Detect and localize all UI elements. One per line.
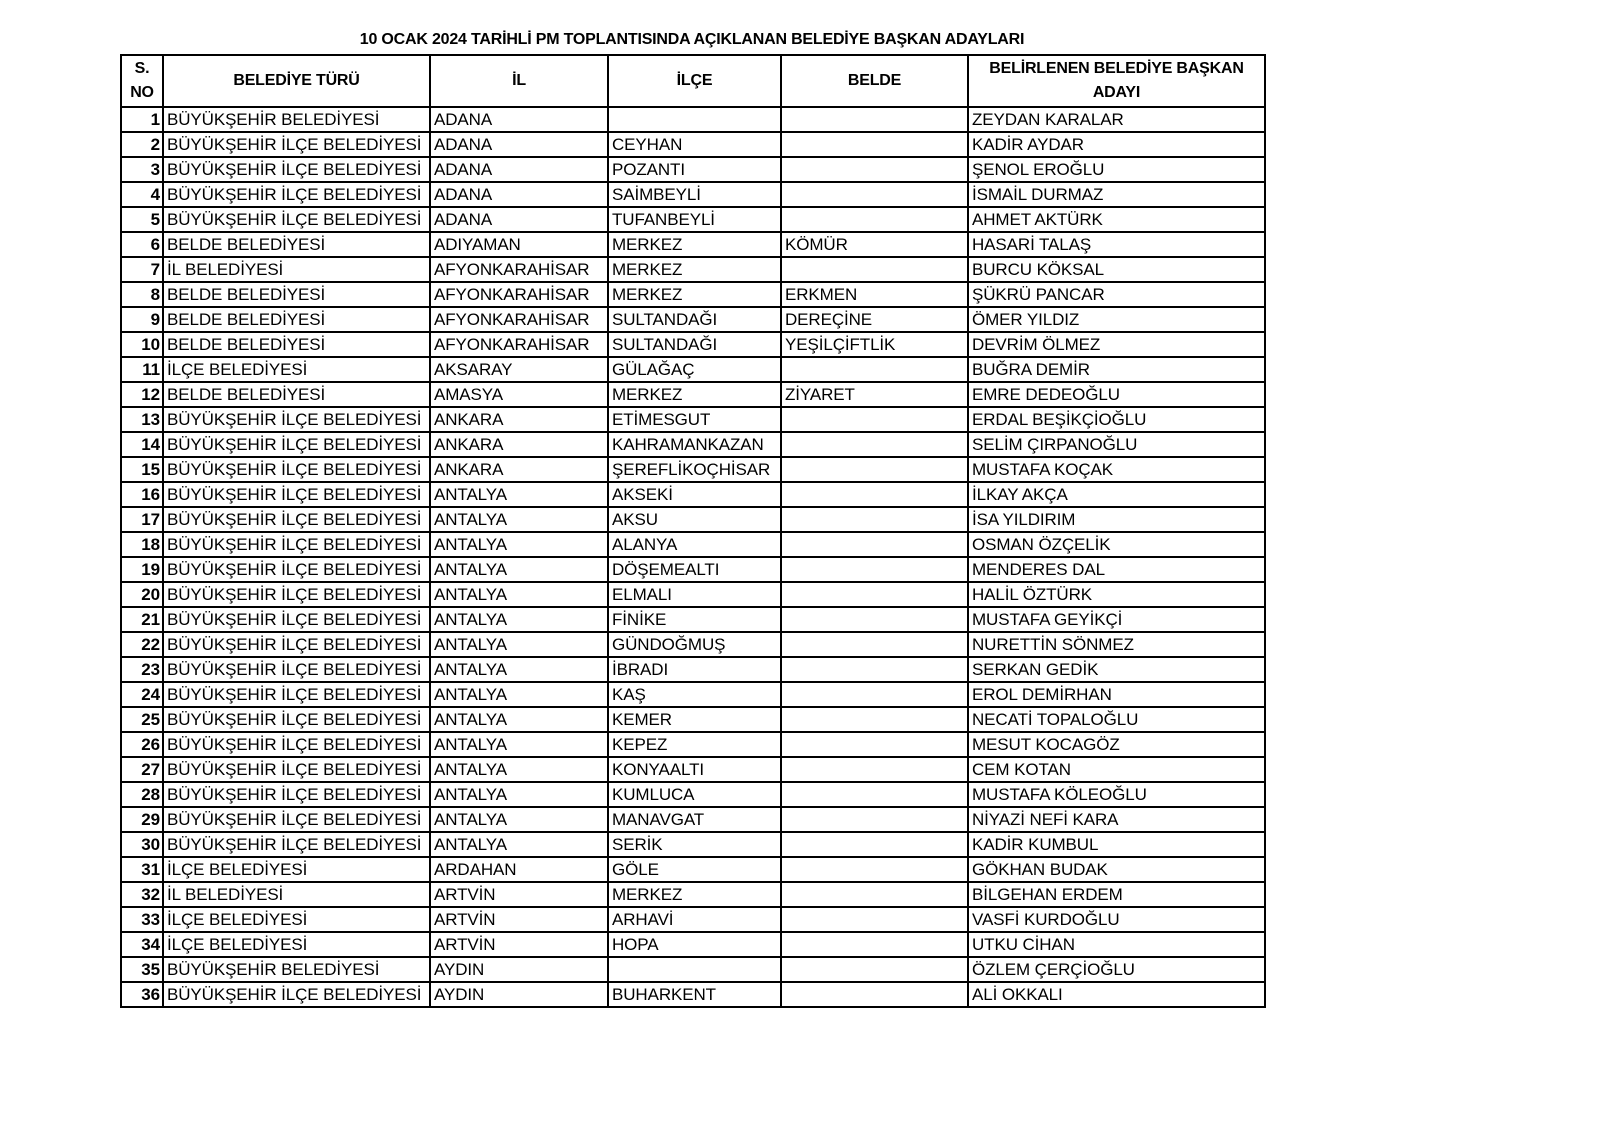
- cell-belde: YEŞİLÇİFTLİK: [781, 332, 968, 357]
- table-row: [121, 857, 1265, 882]
- cell-belde: [781, 682, 968, 707]
- cell-belde: [781, 532, 968, 557]
- cell-belde: [781, 107, 968, 132]
- cell-belediye-turu: BÜYÜKŞEHİR İLÇE BELEDİYESİ: [163, 432, 430, 457]
- cell-aday: HALİL ÖZTÜRK: [968, 582, 1265, 607]
- cell-ilce: KAHRAMANKAZAN: [608, 432, 781, 457]
- table-row: [121, 632, 1265, 657]
- cell-ilce: [608, 107, 781, 132]
- cell-belediye-turu: BÜYÜKŞEHİR BELEDİYESİ: [163, 107, 430, 132]
- cell-sno: 2: [121, 132, 163, 157]
- cell-sno: 21: [121, 607, 163, 632]
- cell-ilce: KEMER: [608, 707, 781, 732]
- cell-sno: 18: [121, 532, 163, 557]
- cell-il: ADANA: [430, 157, 608, 182]
- header-ilce: İLÇE: [608, 55, 781, 107]
- cell-il: ANTALYA: [430, 557, 608, 582]
- cell-aday: İSA YILDIRIM: [968, 507, 1265, 532]
- cell-aday: MUSTAFA KOÇAK: [968, 457, 1265, 482]
- cell-belde: [781, 832, 968, 857]
- table-row: [121, 707, 1265, 732]
- cell-belde: ERKMEN: [781, 282, 968, 307]
- cell-belde: [781, 582, 968, 607]
- cell-ilce: CEYHAN: [608, 132, 781, 157]
- cell-belde: [781, 432, 968, 457]
- cell-aday: ALİ OKKALI: [968, 982, 1265, 1007]
- cell-aday: MUSTAFA KÖLEOĞLU: [968, 782, 1265, 807]
- header-belediye-turu: BELEDİYE TÜRÜ: [163, 55, 430, 107]
- cell-il: AMASYA: [430, 382, 608, 407]
- cell-aday: OSMAN ÖZÇELİK: [968, 532, 1265, 557]
- cell-il: ANTALYA: [430, 682, 608, 707]
- cell-aday: ERDAL BEŞİKÇİOĞLU: [968, 407, 1265, 432]
- cell-il: ANTALYA: [430, 607, 608, 632]
- table-row: [121, 832, 1265, 857]
- cell-ilce: KUMLUCA: [608, 782, 781, 807]
- cell-ilce: [608, 957, 781, 982]
- cell-ilce: MERKEZ: [608, 882, 781, 907]
- table-row: [121, 257, 1265, 282]
- cell-belde: [781, 132, 968, 157]
- cell-belde: [781, 482, 968, 507]
- cell-sno: 3: [121, 157, 163, 182]
- table-row: [121, 282, 1265, 307]
- cell-sno: 33: [121, 907, 163, 932]
- header-belde: BELDE: [781, 55, 968, 107]
- cell-sno: 25: [121, 707, 163, 732]
- cell-aday: BİLGEHAN ERDEM: [968, 882, 1265, 907]
- cell-ilce: GÜLAĞAÇ: [608, 357, 781, 382]
- table-row: [121, 757, 1265, 782]
- cell-aday: CEM KOTAN: [968, 757, 1265, 782]
- table-row: [121, 932, 1265, 957]
- cell-ilce: KEPEZ: [608, 732, 781, 757]
- cell-ilce: SULTANDAĞI: [608, 307, 781, 332]
- cell-il: AYDIN: [430, 957, 608, 982]
- cell-sno: 30: [121, 832, 163, 857]
- cell-sno: 27: [121, 757, 163, 782]
- cell-belde: DEREÇİNE: [781, 307, 968, 332]
- cell-belediye-turu: BÜYÜKŞEHİR İLÇE BELEDİYESİ: [163, 682, 430, 707]
- cell-sno: 15: [121, 457, 163, 482]
- cell-sno: 26: [121, 732, 163, 757]
- table-row: [121, 882, 1265, 907]
- table-row: [121, 982, 1265, 1007]
- cell-aday: KADİR KUMBUL: [968, 832, 1265, 857]
- cell-belediye-turu: BÜYÜKŞEHİR İLÇE BELEDİYESİ: [163, 757, 430, 782]
- cell-belediye-turu: BÜYÜKŞEHİR İLÇE BELEDİYESİ: [163, 532, 430, 557]
- cell-belediye-turu: BÜYÜKŞEHİR İLÇE BELEDİYESİ: [163, 782, 430, 807]
- header-sno: S. NO: [121, 55, 163, 107]
- cell-il: ARTVİN: [430, 907, 608, 932]
- table-row: [121, 182, 1265, 207]
- cell-belediye-turu: BÜYÜKŞEHİR İLÇE BELEDİYESİ: [163, 807, 430, 832]
- cell-belediye-turu: BÜYÜKŞEHİR İLÇE BELEDİYESİ: [163, 407, 430, 432]
- cell-il: ANTALYA: [430, 507, 608, 532]
- cell-ilce: ARHAVİ: [608, 907, 781, 932]
- table-row: [121, 532, 1265, 557]
- cell-sno: 5: [121, 207, 163, 232]
- cell-ilce: MERKEZ: [608, 282, 781, 307]
- cell-ilce: KONYAALTI: [608, 757, 781, 782]
- cell-sno: 4: [121, 182, 163, 207]
- cell-ilce: POZANTI: [608, 157, 781, 182]
- table-row: [121, 382, 1265, 407]
- cell-belde: [781, 457, 968, 482]
- cell-belediye-turu: BÜYÜKŞEHİR İLÇE BELEDİYESİ: [163, 557, 430, 582]
- cell-ilce: FİNİKE: [608, 607, 781, 632]
- cell-aday: BURCU KÖKSAL: [968, 257, 1265, 282]
- cell-ilce: GÖLE: [608, 857, 781, 882]
- cell-belde: [781, 182, 968, 207]
- cell-aday: İLKAY AKÇA: [968, 482, 1265, 507]
- table-row: [121, 307, 1265, 332]
- cell-il: ARTVİN: [430, 932, 608, 957]
- cell-sno: 32: [121, 882, 163, 907]
- cell-ilce: SERİK: [608, 832, 781, 857]
- cell-il: ANTALYA: [430, 532, 608, 557]
- cell-belediye-turu: BÜYÜKŞEHİR BELEDİYESİ: [163, 957, 430, 982]
- cell-belde: [781, 807, 968, 832]
- cell-il: ANKARA: [430, 457, 608, 482]
- table-row: [121, 407, 1265, 432]
- cell-belediye-turu: BÜYÜKŞEHİR İLÇE BELEDİYESİ: [163, 657, 430, 682]
- candidates-table: [120, 54, 1266, 1008]
- cell-ilce: MANAVGAT: [608, 807, 781, 832]
- cell-belediye-turu: BELDE BELEDİYESİ: [163, 232, 430, 257]
- cell-belediye-turu: BÜYÜKŞEHİR İLÇE BELEDİYESİ: [163, 182, 430, 207]
- cell-sno: 8: [121, 282, 163, 307]
- cell-sno: 19: [121, 557, 163, 582]
- cell-sno: 9: [121, 307, 163, 332]
- cell-belediye-turu: BÜYÜKŞEHİR İLÇE BELEDİYESİ: [163, 832, 430, 857]
- cell-sno: 10: [121, 332, 163, 357]
- cell-aday: SELİM ÇIRPANOĞLU: [968, 432, 1265, 457]
- document-title: 10 OCAK 2024 TARİHLİ PM TOPLANTISINDA AÇIKLANAN BELEDİYE BAŞKAN ADAYLARI: [359, 31, 1025, 48]
- cell-belediye-turu: BÜYÜKŞEHİR İLÇE BELEDİYESİ: [163, 607, 430, 632]
- cell-sno: 14: [121, 432, 163, 457]
- cell-sno: 6: [121, 232, 163, 257]
- cell-belde: [781, 157, 968, 182]
- cell-sno: 1: [121, 107, 163, 132]
- table-row: [121, 732, 1265, 757]
- cell-il: ANTALYA: [430, 482, 608, 507]
- cell-ilce: GÜNDOĞMUŞ: [608, 632, 781, 657]
- table-row: [121, 807, 1265, 832]
- cell-belde: [781, 707, 968, 732]
- cell-belde: [781, 857, 968, 882]
- cell-belde: [781, 732, 968, 757]
- cell-sno: 12: [121, 382, 163, 407]
- cell-il: ANTALYA: [430, 732, 608, 757]
- cell-belediye-turu: BÜYÜKŞEHİR İLÇE BELEDİYESİ: [163, 507, 430, 532]
- cell-sno: 20: [121, 582, 163, 607]
- table-row: [121, 107, 1265, 132]
- cell-sno: 24: [121, 682, 163, 707]
- table-row: [121, 207, 1265, 232]
- cell-aday: MENDERES DAL: [968, 557, 1265, 582]
- cell-il: AFYONKARAHİSAR: [430, 332, 608, 357]
- cell-il: ADIYAMAN: [430, 232, 608, 257]
- cell-aday: NİYAZİ NEFİ KARA: [968, 807, 1265, 832]
- cell-belde: [781, 907, 968, 932]
- table-row: [121, 457, 1265, 482]
- table-row: [121, 782, 1265, 807]
- cell-belde: [781, 207, 968, 232]
- table-row: [121, 957, 1265, 982]
- table-row: [121, 332, 1265, 357]
- cell-belde: [781, 957, 968, 982]
- cell-aday: KADİR AYDAR: [968, 132, 1265, 157]
- cell-belediye-turu: BÜYÜKŞEHİR İLÇE BELEDİYESİ: [163, 707, 430, 732]
- cell-ilce: MERKEZ: [608, 382, 781, 407]
- cell-ilce: TUFANBEYLİ: [608, 207, 781, 232]
- cell-belediye-turu: İLÇE BELEDİYESİ: [163, 932, 430, 957]
- cell-il: ANTALYA: [430, 807, 608, 832]
- cell-aday: DEVRİM ÖLMEZ: [968, 332, 1265, 357]
- cell-aday: EROL DEMİRHAN: [968, 682, 1265, 707]
- cell-il: ADANA: [430, 182, 608, 207]
- cell-belde: [781, 357, 968, 382]
- cell-aday: GÖKHAN BUDAK: [968, 857, 1265, 882]
- cell-sno: 13: [121, 407, 163, 432]
- cell-belde: [781, 257, 968, 282]
- cell-sno: 28: [121, 782, 163, 807]
- cell-belde: [781, 407, 968, 432]
- table-row: [121, 557, 1265, 582]
- cell-belde: [781, 507, 968, 532]
- cell-il: ANKARA: [430, 407, 608, 432]
- cell-sno: 22: [121, 632, 163, 657]
- cell-il: AYDIN: [430, 982, 608, 1007]
- cell-sno: 11: [121, 357, 163, 382]
- cell-il: ANTALYA: [430, 757, 608, 782]
- cell-il: AFYONKARAHİSAR: [430, 307, 608, 332]
- cell-belde: [781, 932, 968, 957]
- cell-belediye-turu: İL BELEDİYESİ: [163, 257, 430, 282]
- cell-belediye-turu: BÜYÜKŞEHİR İLÇE BELEDİYESİ: [163, 207, 430, 232]
- cell-ilce: ETİMESGUT: [608, 407, 781, 432]
- cell-aday: ZEYDAN KARALAR: [968, 107, 1265, 132]
- cell-ilce: ELMALI: [608, 582, 781, 607]
- cell-sno: 29: [121, 807, 163, 832]
- cell-belediye-turu: BELDE BELEDİYESİ: [163, 332, 430, 357]
- cell-il: ANTALYA: [430, 707, 608, 732]
- cell-belde: [781, 782, 968, 807]
- cell-sno: 36: [121, 982, 163, 1007]
- cell-aday: NURETTİN SÖNMEZ: [968, 632, 1265, 657]
- cell-aday: UTKU CİHAN: [968, 932, 1265, 957]
- cell-il: ADANA: [430, 107, 608, 132]
- cell-il: ADANA: [430, 207, 608, 232]
- cell-aday: SERKAN GEDİK: [968, 657, 1265, 682]
- table-row: [121, 157, 1265, 182]
- table-header-row: [121, 55, 1265, 107]
- cell-belediye-turu: BELDE BELEDİYESİ: [163, 307, 430, 332]
- cell-belediye-turu: BELDE BELEDİYESİ: [163, 382, 430, 407]
- header-il: İL: [430, 55, 608, 107]
- cell-il: ANTALYA: [430, 582, 608, 607]
- cell-belde: [781, 982, 968, 1007]
- cell-belediye-turu: BÜYÜKŞEHİR İLÇE BELEDİYESİ: [163, 157, 430, 182]
- cell-sno: 35: [121, 957, 163, 982]
- cell-ilce: ALANYA: [608, 532, 781, 557]
- cell-aday: MUSTAFA GEYİKÇİ: [968, 607, 1265, 632]
- cell-aday: ÖMER YILDIZ: [968, 307, 1265, 332]
- cell-belediye-turu: BÜYÜKŞEHİR İLÇE BELEDİYESİ: [163, 482, 430, 507]
- cell-il: ANKARA: [430, 432, 608, 457]
- cell-il: ARTVİN: [430, 882, 608, 907]
- cell-belde: [781, 557, 968, 582]
- cell-ilce: KAŞ: [608, 682, 781, 707]
- cell-belediye-turu: BÜYÜKŞEHİR İLÇE BELEDİYESİ: [163, 982, 430, 1007]
- cell-il: AFYONKARAHİSAR: [430, 282, 608, 307]
- table-row: [121, 507, 1265, 532]
- table-row: [121, 607, 1265, 632]
- cell-ilce: HOPA: [608, 932, 781, 957]
- cell-il: AKSARAY: [430, 357, 608, 382]
- cell-ilce: BUHARKENT: [608, 982, 781, 1007]
- cell-aday: EMRE DEDEOĞLU: [968, 382, 1265, 407]
- cell-belediye-turu: İLÇE BELEDİYESİ: [163, 857, 430, 882]
- cell-aday: İSMAİL DURMAZ: [968, 182, 1265, 207]
- cell-ilce: MERKEZ: [608, 232, 781, 257]
- cell-aday: NECATİ TOPALOĞLU: [968, 707, 1265, 732]
- cell-belediye-turu: BÜYÜKŞEHİR İLÇE BELEDİYESİ: [163, 457, 430, 482]
- cell-ilce: MERKEZ: [608, 257, 781, 282]
- table-row: [121, 482, 1265, 507]
- cell-il: ANTALYA: [430, 657, 608, 682]
- table-row: [121, 657, 1265, 682]
- cell-belediye-turu: BELDE BELEDİYESİ: [163, 282, 430, 307]
- cell-il: AFYONKARAHİSAR: [430, 257, 608, 282]
- cell-aday: HASARİ TALAŞ: [968, 232, 1265, 257]
- cell-aday: ÖZLEM ÇERÇİOĞLU: [968, 957, 1265, 982]
- cell-ilce: AKSU: [608, 507, 781, 532]
- cell-ilce: DÖŞEMEALTI: [608, 557, 781, 582]
- cell-aday: BUĞRA DEMİR: [968, 357, 1265, 382]
- cell-il: ANTALYA: [430, 632, 608, 657]
- cell-belediye-turu: İLÇE BELEDİYESİ: [163, 907, 430, 932]
- table-row: [121, 907, 1265, 932]
- table-body: [121, 107, 1265, 1007]
- cell-il: ARDAHAN: [430, 857, 608, 882]
- table-row: [121, 232, 1265, 257]
- cell-belediye-turu: BÜYÜKŞEHİR İLÇE BELEDİYESİ: [163, 632, 430, 657]
- cell-sno: 34: [121, 932, 163, 957]
- cell-aday: ŞÜKRÜ PANCAR: [968, 282, 1265, 307]
- table-row: [121, 582, 1265, 607]
- cell-belediye-turu: BÜYÜKŞEHİR İLÇE BELEDİYESİ: [163, 132, 430, 157]
- cell-belde: KÖMÜR: [781, 232, 968, 257]
- cell-ilce: SULTANDAĞI: [608, 332, 781, 357]
- cell-belediye-turu: BÜYÜKŞEHİR İLÇE BELEDİYESİ: [163, 732, 430, 757]
- cell-ilce: AKSEKİ: [608, 482, 781, 507]
- cell-belde: [781, 882, 968, 907]
- cell-ilce: SAİMBEYLİ: [608, 182, 781, 207]
- cell-belde: [781, 757, 968, 782]
- cell-belde: ZİYARET: [781, 382, 968, 407]
- table-row: [121, 132, 1265, 157]
- cell-sno: 23: [121, 657, 163, 682]
- cell-sno: 17: [121, 507, 163, 532]
- cell-sno: 16: [121, 482, 163, 507]
- cell-belde: [781, 657, 968, 682]
- table-row: [121, 432, 1265, 457]
- cell-il: ADANA: [430, 132, 608, 157]
- cell-aday: ŞENOL EROĞLU: [968, 157, 1265, 182]
- cell-sno: 7: [121, 257, 163, 282]
- table-row: [121, 357, 1265, 382]
- cell-ilce: İBRADI: [608, 657, 781, 682]
- cell-il: ANTALYA: [430, 782, 608, 807]
- cell-aday: AHMET AKTÜRK: [968, 207, 1265, 232]
- cell-aday: VASFİ KURDOĞLU: [968, 907, 1265, 932]
- header-aday: BELİRLENEN BELEDİYE BAŞKAN ADAYI: [968, 55, 1265, 107]
- cell-ilce: ŞEREFLİKOÇHİSAR: [608, 457, 781, 482]
- cell-belediye-turu: BÜYÜKŞEHİR İLÇE BELEDİYESİ: [163, 582, 430, 607]
- cell-belediye-turu: İL BELEDİYESİ: [163, 882, 430, 907]
- table-row: [121, 682, 1265, 707]
- cell-il: ANTALYA: [430, 832, 608, 857]
- cell-belde: [781, 632, 968, 657]
- cell-belediye-turu: İLÇE BELEDİYESİ: [163, 357, 430, 382]
- cell-aday: MESUT KOCAGÖZ: [968, 732, 1265, 757]
- cell-sno: 31: [121, 857, 163, 882]
- cell-belde: [781, 607, 968, 632]
